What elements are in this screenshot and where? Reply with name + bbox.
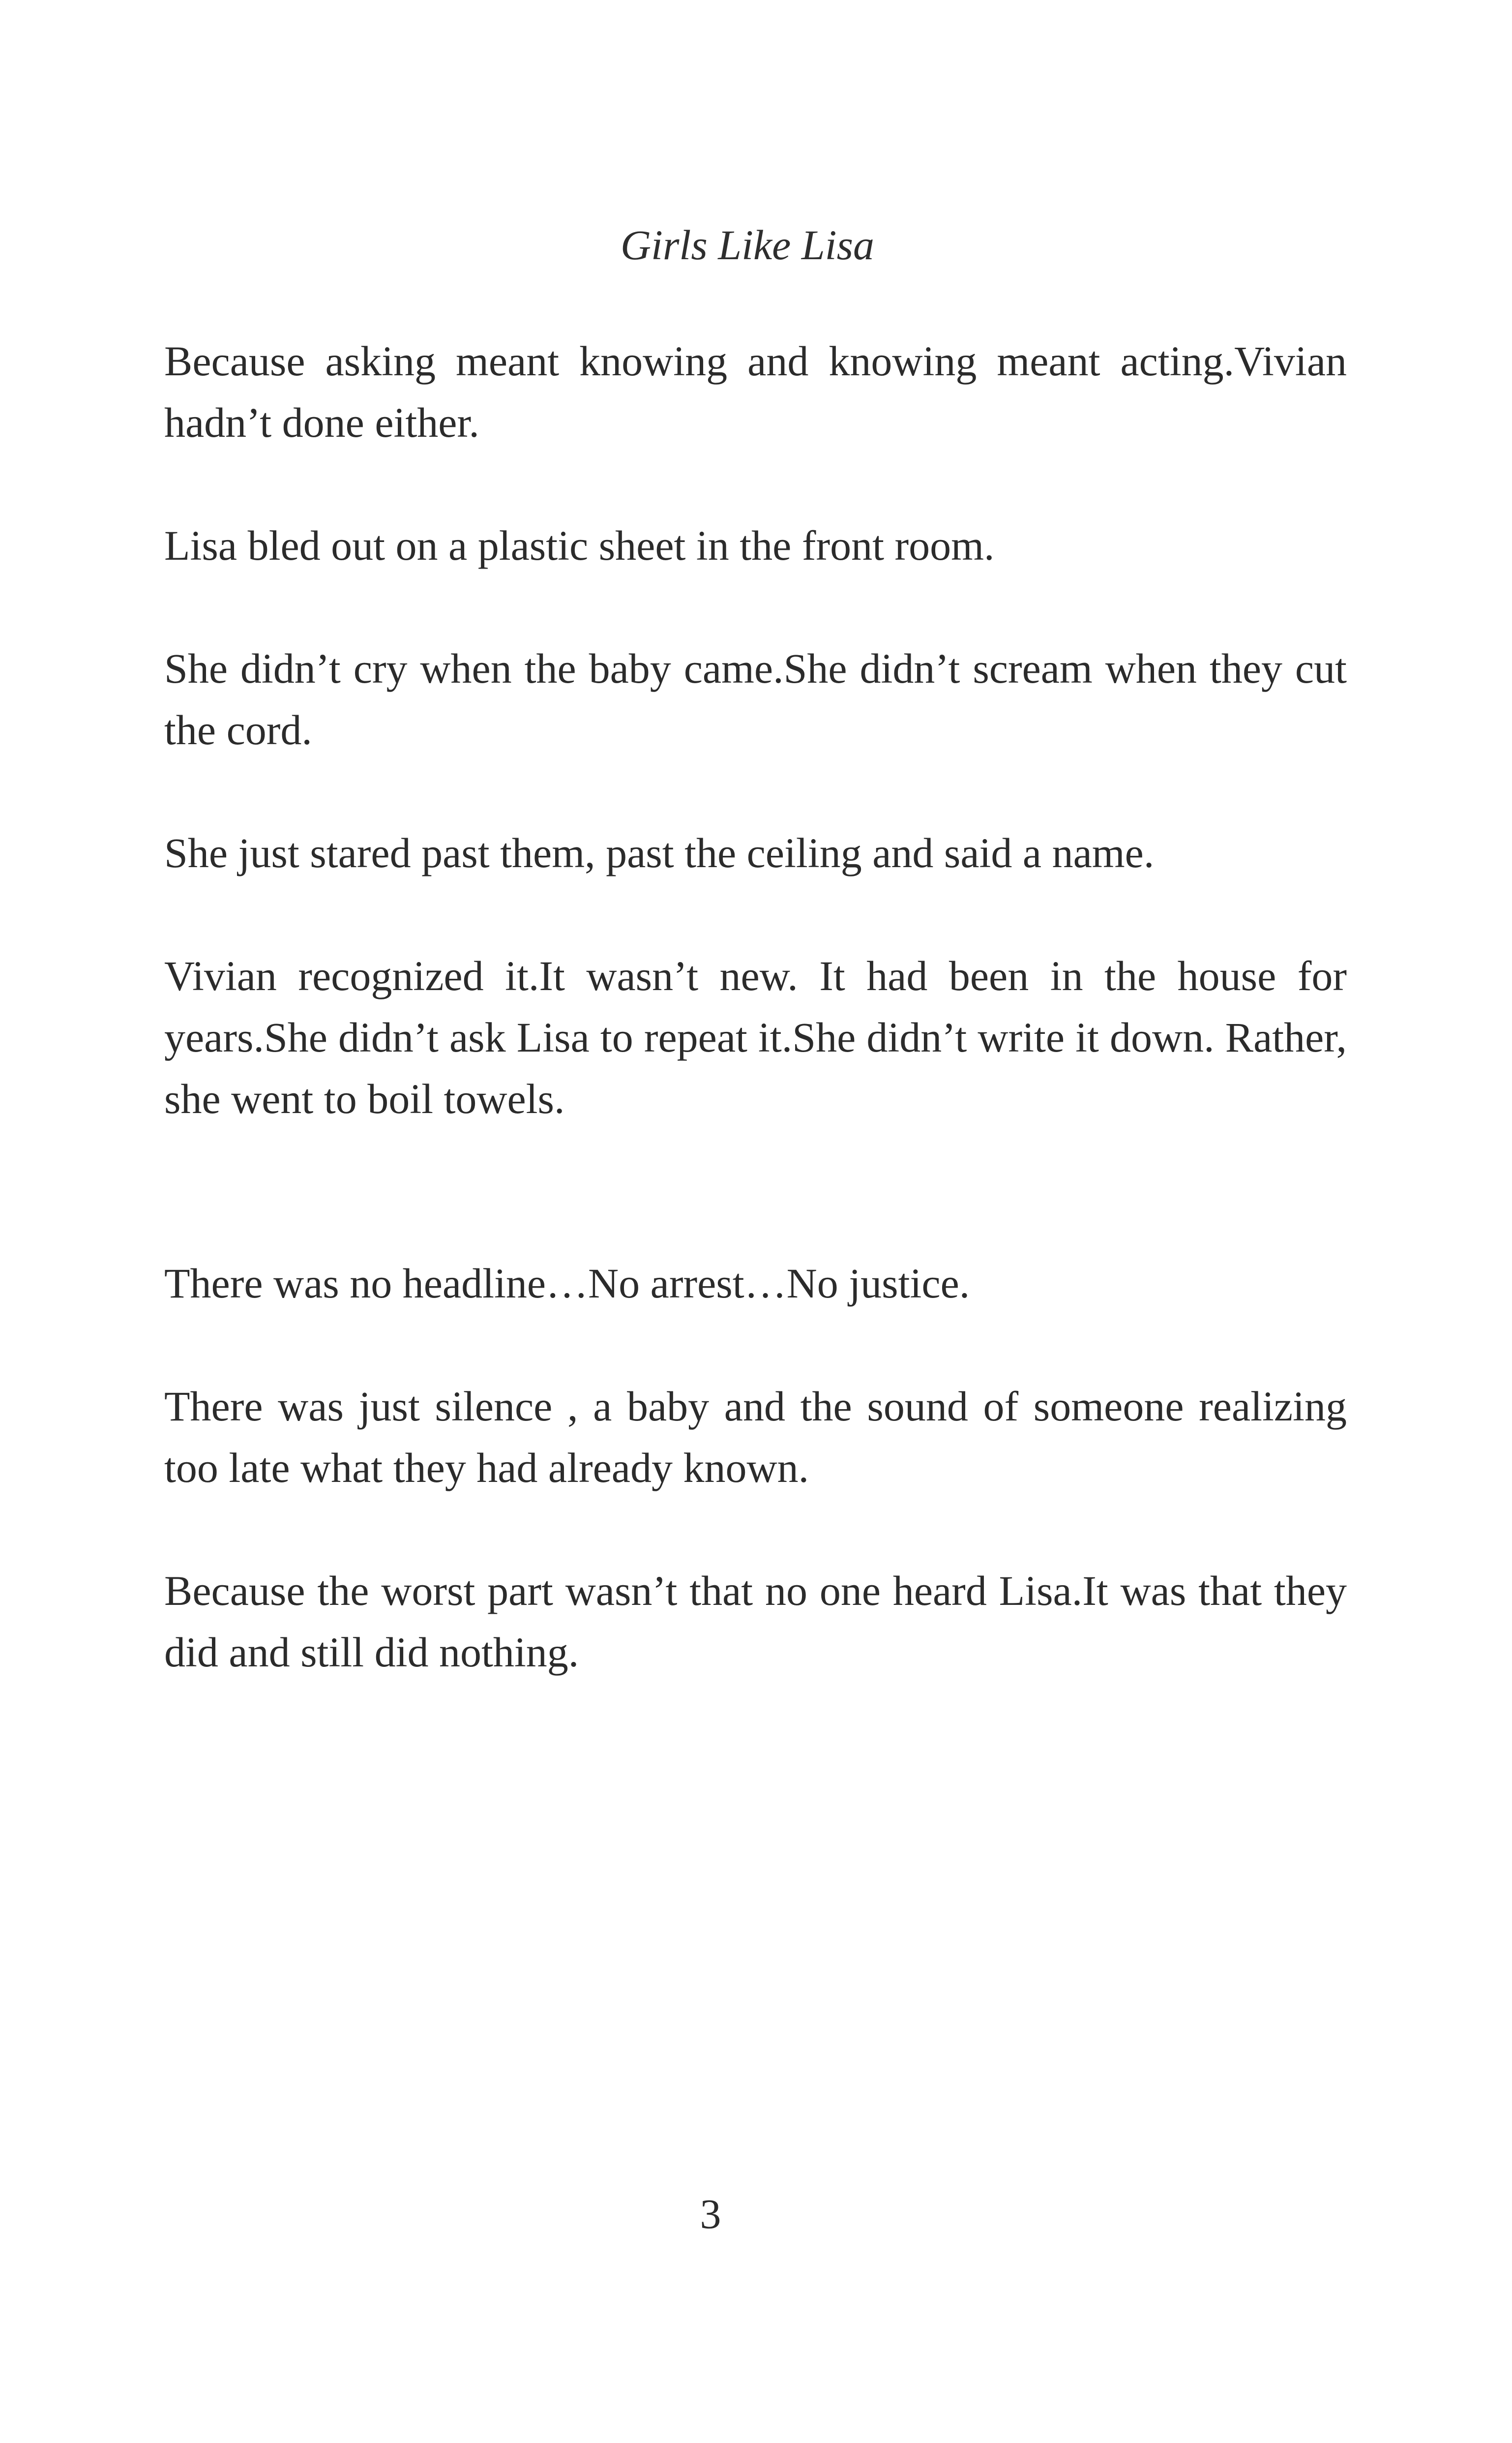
paragraph: Because asking meant knowing and knowing meant acting.Vivian hadn’t done either.	[164, 337, 1347, 446]
page-number: 3	[700, 2190, 721, 2237]
paragraph: There was just silence , a baby and the sound of someone realizing too late what they had already known.	[164, 1383, 1347, 1491]
paragraph: She just stared past them, past the ceiling and said a name.	[164, 829, 1155, 876]
paragraph: There was no headline…No arrest…No justice.	[164, 1260, 970, 1307]
paragraph: She didn’t cry when the baby came.She didn’t scream when they cut the cord.	[164, 645, 1347, 754]
body-text	[164, 331, 1347, 1745]
paragraph: Lisa bled out on a plastic sheet in the front room.	[164, 522, 995, 569]
running-head: Girls Like Lisa	[620, 221, 875, 269]
paragraph: Because the worst part wasn’t that no one heard Lisa.It was that they did and still did nothing.	[164, 1567, 1347, 1676]
paragraph: Vivian recognized it.It wasn’t new. It had been in the house for years.She didn’t ask Lisa to repeat it.She didn’t write it down. Rather, she went to boil towels.	[164, 952, 1347, 1122]
